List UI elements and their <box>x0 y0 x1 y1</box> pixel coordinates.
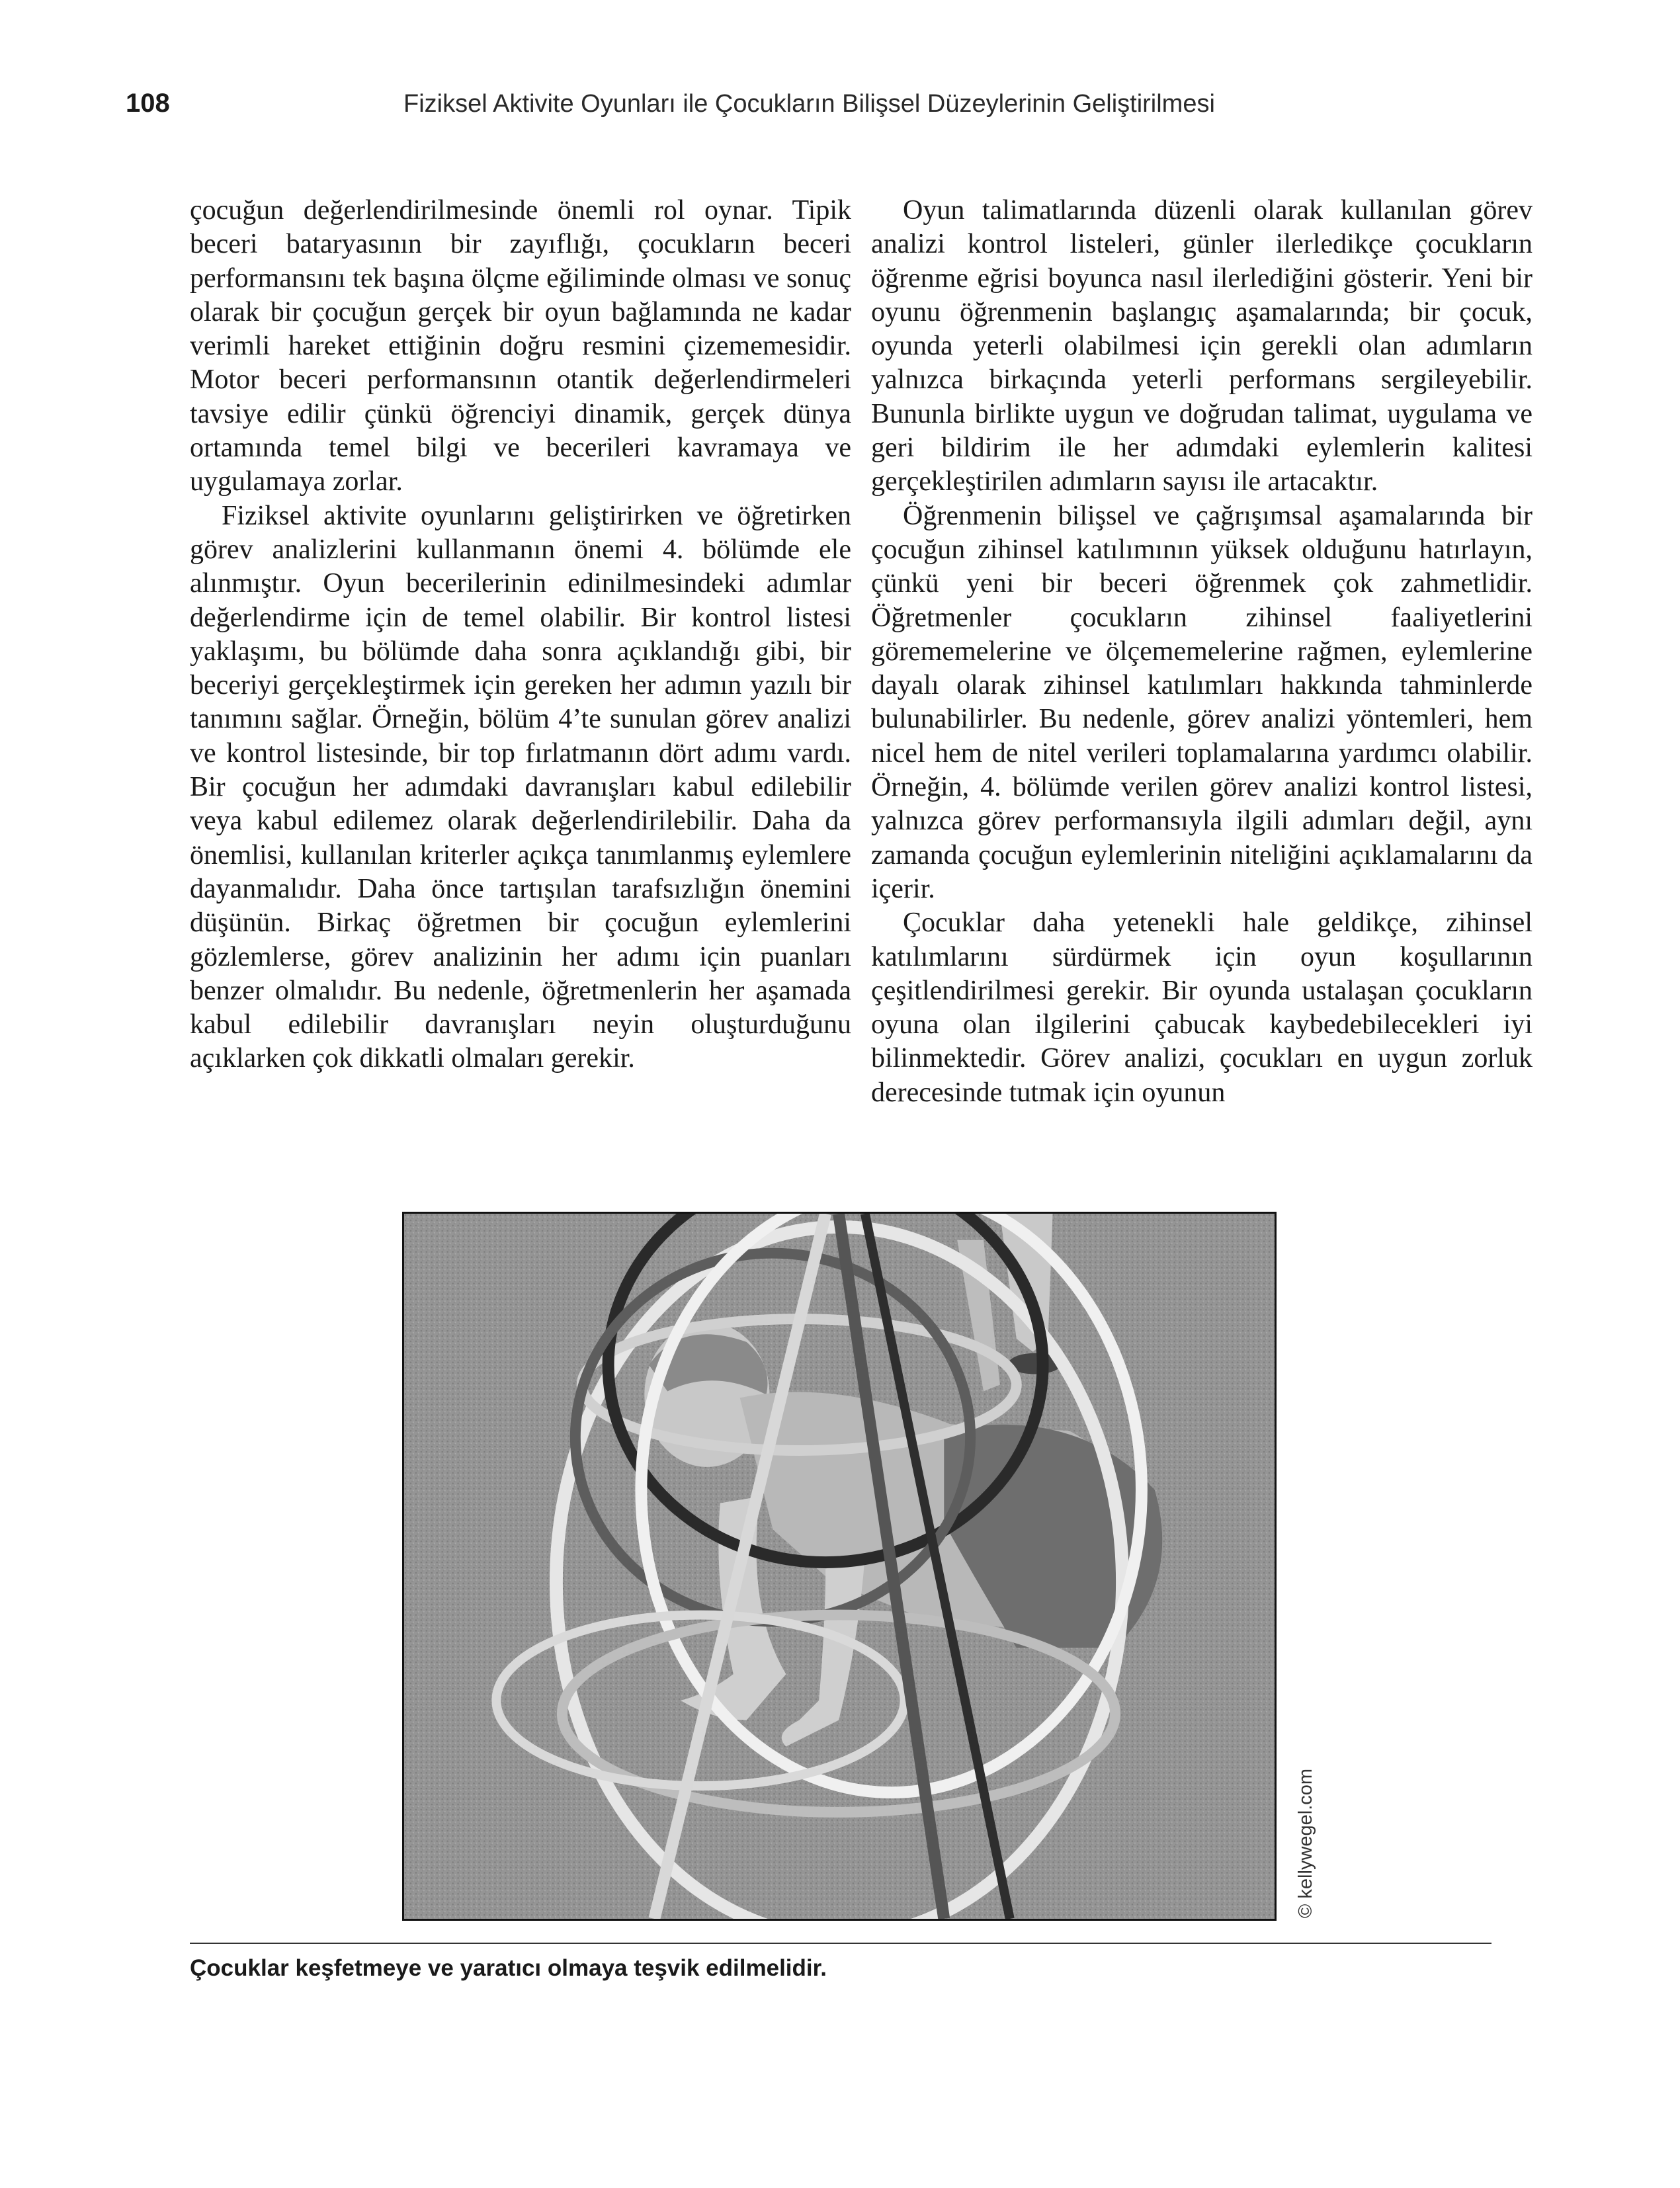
photo-credit: © kellywegel.com <box>1295 1768 1316 1918</box>
child-in-hoops-illustration <box>404 1214 1275 1919</box>
figure-caption: Çocuklar keşfetmeye ve yaratıcı olmaya teşvik edilmelidir. <box>190 1955 827 1981</box>
running-title: Fiziksel Aktivite Oyunları ile Çocukların Bilişsel Düzeylerinin Geliştirilmesi <box>403 90 1215 118</box>
figure-photo <box>402 1212 1277 1921</box>
paragraph: Fiziksel aktivite oyunlarını geliştirirken ve öğretirken görev analizlerini kullanmanın önemi 4. bölümde ele alınmıştır. Oyun becerilerinin edinilmesindeki adımlar değerlendirme için de temel olabilir. Bir kontrol listesi yaklaşımı, bu bölümde daha sonra açıklandığı gibi, bir beceriyi gerçekleştirmek için gereken her adımın yazılı bir tanımını sağlar. Örneğin, bölüm 4’te sunulan görev analizi ve kontrol listesinde, bir top fırlatmanın dört adımı vardı. Bir çocuğun her adımdaki davranışları kabul edilebilir veya kabul edilemez olarak değerlendirilebilir. Daha da önemlisi, kullanılan kriterler açıkça tanımlanmış eylemlere dayanmalıdır. Daha önce tartışılan tarafsızlığın önemini düşünün. Birkaç öğretmen bir çocuğun eylemlerini gözlemlerse, görev analizinin her adımı için puanları benzer olmalıdır. Bu nedenle, öğretmenlerin her aşamada kabul edilebilir davranışları neyin oluşturduğunu açıklarken çok dikkatli olmaları gerekir. <box>190 500 851 1074</box>
paragraph: çocuğun değerlendirilmesinde önemli rol oynar. Tipik beceri bataryasının bir zayıflığı, çocukların beceri performansını tek başına ölçme eğiliminde olması ve sonuç olarak bir çocuğun gerçek bir oyun bağlamında ne kadar verimli hareket ettiğinin doğru resmini çizememesidir. Motor beceri performansının otantik değerlendirmeleri tavsiye edilir çünkü öğrenciyi dinamik, gerçek dünya ortamında temel bilgi ve becerileri kavramaya ve uygulamaya zorlar. <box>190 195 851 497</box>
page-number: 108 <box>126 89 170 118</box>
caption-rule <box>190 1943 1491 1944</box>
right-column <box>871 194 1533 1110</box>
paragraph: Oyun talimatlarında düzenli olarak kullanılan görev analizi kontrol listeleri, günler ilerledikçe çocukların öğrenme eğrisi boyunca nasıl ilerlediğini gösterir. Yeni bir oyunu öğrenmenin başlangıç aşamalarında; bir çocuk, oyunda yeterli olabilmesi için gerekli olan adımların yalnızca birkaçında yeterli performans sergileyebilir. Bununla birlikte uygun ve doğrudan talimat, uygulama ve geri bildirim ile her adımdaki eylemlerin kalitesi gerçekleştirilen adımların sayısı ile artacaktır. <box>871 195 1533 497</box>
left-column <box>190 194 851 1076</box>
paragraph: Öğrenmenin bilişsel ve çağrışımsal aşamalarında bir çocuğun zihinsel katılımının yüksek olduğunu hatırlayın, çünkü yeni bir beceri öğrenmek çok zahmetlidir. Öğretmenler çocukların zihinsel faaliyetlerini görememelerine ve ölçememelerine rağmen, eylemlerine dayalı olarak zihinsel katılımları hakkında tahminlerde bulunabilirler. Bu nedenle, görev analizi yöntemleri, hem nicel hem de nitel verileri toplamalarına yardımcı olabilir. Örneğin, 4. bölümde verilen görev analizi kontrol listesi, yalnızca görev performansıyla ilgili adımları değil, aynı zamanda çocuğun eylemlerinin niteliğini açıklamalarını da içerir. <box>871 500 1533 904</box>
paragraph: Çocuklar daha yetenekli hale geldikçe, zihinsel katılımlarını sürdürmek için oyun koşullarının çeşitlendirilmesi gerekir. Bir oyunda ustalaşan çocukların oyuna olan ilgilerini çabucak kaybedebilecekleri iyi bilinmektedir. Görev analizi, çocukları en uygun zorluk derecesinde tutmak için oyunun <box>871 907 1533 1108</box>
